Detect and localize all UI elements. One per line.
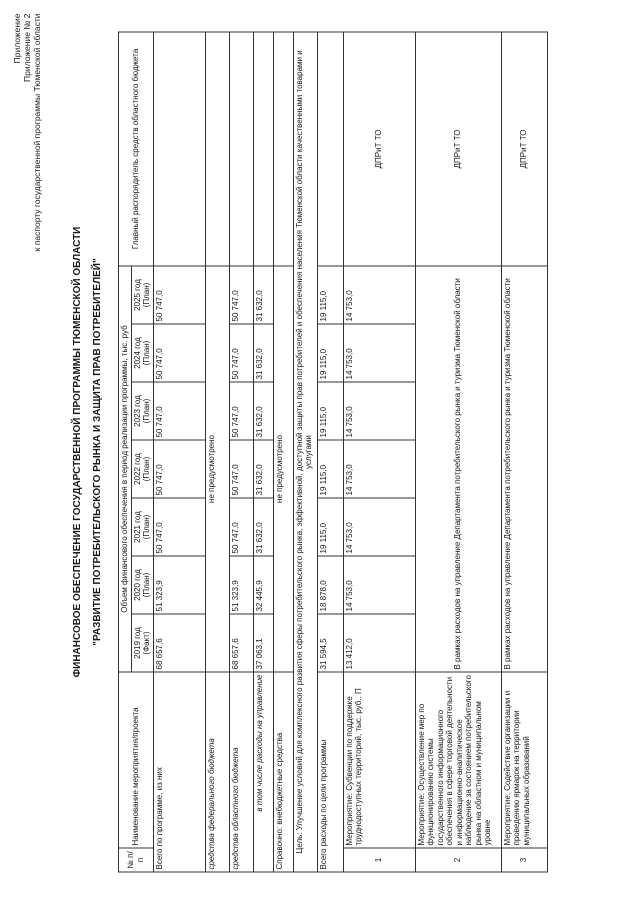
- header-num: № п/п: [119, 848, 154, 872]
- measure-3-merged: В рамках расходов на управление Департамента потребительского рынка и туризма Тюменской области: [501, 266, 547, 672]
- document-title: ФИНАНСОВОЕ ОБЕСПЕЧЕНИЕ ГОСУДАРСТВЕННОЙ ПРОГРАММЫ ТЮМЕНСКОЙ ОБЛАСТИ: [72, 226, 83, 678]
- header-year: 2023 год (План): [131, 382, 153, 440]
- row-total: [153, 32, 205, 872]
- measure-1-value: 14 753,0: [343, 382, 415, 440]
- regional-label: средства областного бюджета: [229, 672, 253, 872]
- goal-total-value: 19 115,0: [317, 266, 343, 324]
- management-value: 32 445,9: [253, 556, 273, 614]
- regional-value: 50 747,0: [229, 382, 253, 440]
- extra-label: Справочно: внебюджетные средства: [273, 672, 293, 872]
- measure-1-num: 1: [343, 848, 415, 872]
- row-goal-total: [317, 32, 343, 872]
- document-subtitle: "РАЗВИТИЕ ПОТРЕБИТЕЛЬСКОГО РЫНКА И ЗАЩИТА ПРАВ ПОТРЕБИТЕЛЕЙ": [92, 258, 103, 646]
- row-management: [253, 32, 273, 872]
- header-year: 2025 год (План): [131, 266, 153, 324]
- management-value: 31 632,0: [253, 324, 273, 382]
- header-year: 2021 год (План): [131, 498, 153, 556]
- federal-merged: не предусмотрено: [205, 266, 229, 672]
- goal-total-value: 19 115,0: [317, 324, 343, 382]
- header-admin: Главный распорядитель средств областного бюджета: [119, 32, 154, 266]
- header-year: 2024 год (План): [131, 324, 153, 382]
- measure-2-admin: ДПРиТ ТО: [415, 32, 501, 266]
- goal-total-label: Всего расходы по цели программы: [317, 672, 343, 872]
- regional-value: 50 747,0: [229, 440, 253, 498]
- measure-1-value: 14 753,0: [343, 498, 415, 556]
- measure-3-num: 3: [501, 848, 547, 872]
- management-value: 37 063,1: [253, 614, 273, 672]
- total-value: 50 747,0: [153, 324, 205, 382]
- measure-1-value: 14 753,0: [343, 440, 415, 498]
- row-regional: [229, 32, 253, 872]
- goal-total-value: 18 878,0: [317, 556, 343, 614]
- row-measure-1: [343, 32, 415, 872]
- measure-1-value: 14 753,0: [343, 266, 415, 324]
- regional-value: 68 657,6: [229, 614, 253, 672]
- regional-value: 50 747,0: [229, 266, 253, 324]
- appendix-line-1: Приложение: [12, 13, 22, 64]
- extra-merged: не предусмотрено: [273, 266, 293, 672]
- goal-total-value: 31 594,5: [317, 614, 343, 672]
- measure-1-value: 13 412,0: [343, 614, 415, 672]
- total-value: 50 747,0: [153, 382, 205, 440]
- appendix-line-3: к паспорту государственной программы Тюменской области: [32, 13, 42, 252]
- finance-table: [118, 31, 548, 872]
- goal-total-value: 19 115,0: [317, 382, 343, 440]
- total-value: 50 747,0: [153, 440, 205, 498]
- regional-value: 50 747,0: [229, 324, 253, 382]
- header-year: 2019 год (Факт): [131, 614, 153, 672]
- total-value: 50 747,0: [153, 498, 205, 556]
- management-value: 31 632,0: [253, 266, 273, 324]
- measure-2-label: Мероприятие: Осуществление мер по функционированию системы государственного информационного обеспечения в сфере торговой деятельности и информационно-аналитическое наблюдение за состоянием потребительского рынка на областном и муниципальном уровне: [415, 672, 501, 848]
- header-name: Наименование мероприятия/проекта: [119, 672, 154, 848]
- measure-1-admin: ДПРиТ ТО: [343, 32, 415, 266]
- management-value: 31 632,0: [253, 498, 273, 556]
- header-year: 2022 год (План): [131, 440, 153, 498]
- measure-1-value: 14 753,0: [343, 556, 415, 614]
- goal-total-value: 19 115,0: [317, 440, 343, 498]
- header-year: 2020 год (План): [131, 556, 153, 614]
- management-value: 31 632,0: [253, 382, 273, 440]
- regional-value: 51 323,9: [229, 556, 253, 614]
- measure-1-label: Мероприятие: Субвенции по поддержке труднодоступных территорий, тыс. руб.. П: [343, 672, 415, 848]
- measure-1-value: 14 753,0: [343, 324, 415, 382]
- row-federal: [205, 32, 229, 872]
- management-label: в том числе расходы на управление: [253, 672, 273, 872]
- appendix-note: [12, 14, 42, 252]
- header-row-1: [119, 32, 132, 872]
- header-volume: Объем финансового обеспечения в период реализации программы, тыс. руб: [119, 266, 132, 672]
- total-value: 50 747,0: [153, 266, 205, 324]
- measure-2-merged: В рамках расходов на управление Департамента потребительского рынка и туризма Тюменской области: [415, 266, 501, 672]
- measure-3-admin: ДПРиТ ТО: [501, 32, 547, 266]
- goal-text: Цель: Улучшение условий для комплексного развития сферы потребительского рынка, эффективной, доступной защиты прав потребителей и обеспечения населения Тюменской области качественными товарами и услугами: [293, 32, 317, 872]
- row-measure-2: [415, 32, 501, 872]
- total-label: Всего по программе, из них: [153, 672, 205, 872]
- row-extra: [273, 32, 293, 872]
- measure-3-label: Мероприятие: Содействие организации и проведению ярмарок на территории муниципальных образований: [501, 672, 547, 848]
- row-measure-3: [501, 32, 547, 872]
- measure-2-num: 2: [415, 848, 501, 872]
- total-value: 68 657,6: [153, 614, 205, 672]
- regional-value: 50 747,0: [229, 498, 253, 556]
- row-goal: [293, 32, 317, 872]
- total-value: 51 323,9: [153, 556, 205, 614]
- federal-label: средства федерального бюджета: [205, 672, 229, 872]
- goal-total-value: 19 115,0: [317, 498, 343, 556]
- management-value: 31 632,0: [253, 440, 273, 498]
- appendix-line-2: Приложение № 2: [22, 13, 32, 82]
